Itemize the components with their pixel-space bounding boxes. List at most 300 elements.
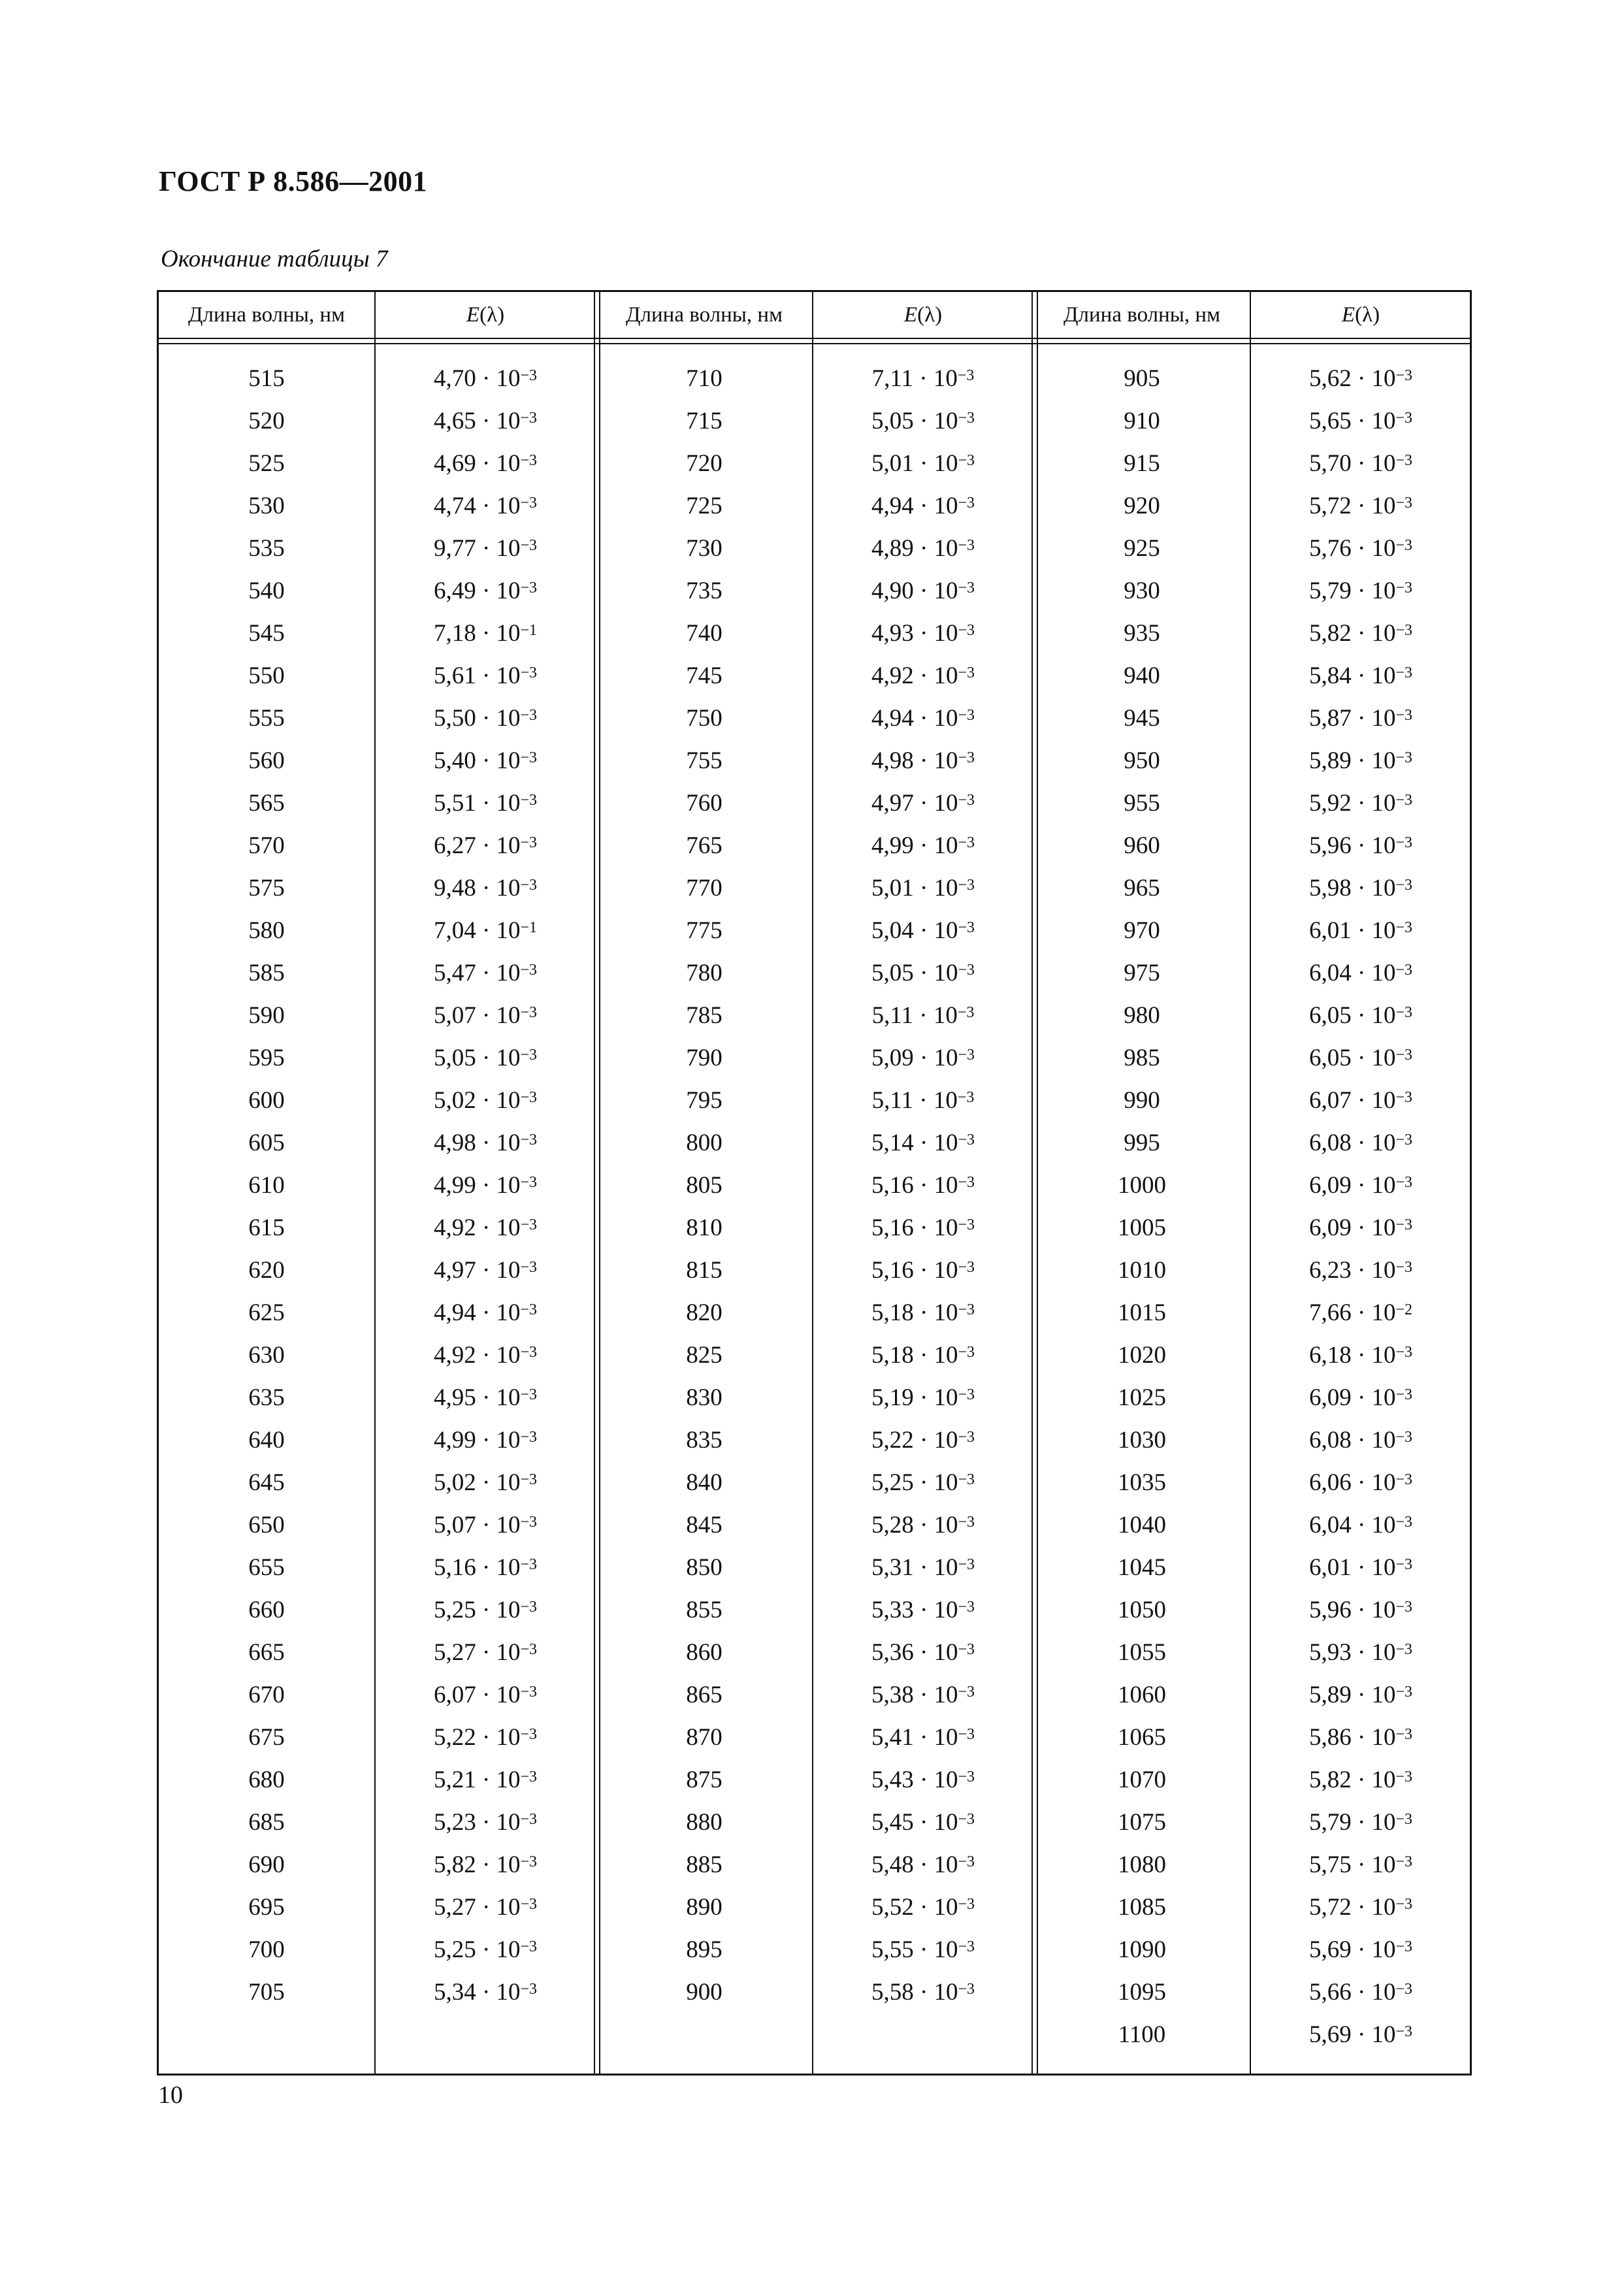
header-separator <box>159 338 1470 344</box>
irradiance-cell <box>374 1461 596 1504</box>
irradiance-cell <box>1250 1079 1472 1122</box>
wavelength-cell: 675 <box>248 1724 285 1751</box>
wavelength-cell: 565 <box>248 790 285 817</box>
header-wavelength: Длина волны, нм <box>1064 302 1220 327</box>
irradiance-exponent: −3 <box>1395 1471 1413 1488</box>
irradiance-cell <box>812 442 1034 485</box>
irradiance-mantissa: 7,11 · 10 <box>871 365 958 392</box>
irradiance-cell <box>1250 2013 1472 2056</box>
irradiance-mantissa: 4,99 · 10 <box>433 1172 521 1199</box>
irradiance-cell <box>1250 1164 1472 1207</box>
irradiance-exponent: −3 <box>1395 1216 1413 1233</box>
irradiance-mantissa: 6,09 · 10 <box>1308 1214 1396 1241</box>
wavelength-cell: 1010 <box>1118 1257 1166 1284</box>
irradiance-mantissa: 5,82 · 10 <box>1308 620 1396 647</box>
irradiance-mantissa: 6,07 · 10 <box>433 1682 521 1708</box>
irradiance-mantissa: 6,18 · 10 <box>1308 1342 1396 1369</box>
page-number: 10 <box>158 2081 183 2109</box>
irradiance-mantissa: 5,34 · 10 <box>433 1979 521 2006</box>
irradiance-exponent: −3 <box>958 792 975 809</box>
header-wavelength: Длина волны, нм <box>626 302 783 327</box>
irradiance-exponent: −3 <box>958 1174 975 1191</box>
irradiance-exponent: −3 <box>520 1004 538 1021</box>
irradiance-exponent: −3 <box>520 1896 538 1913</box>
irradiance-cell <box>1250 1546 1472 1589</box>
irradiance-cell <box>374 1376 596 1419</box>
irradiance-exponent: −3 <box>520 1514 538 1531</box>
wavelength-cell: 965 <box>1124 875 1160 902</box>
irradiance-exponent: −3 <box>958 962 975 979</box>
irradiance-exponent: −3 <box>958 495 975 512</box>
wavelength-cell: 725 <box>686 493 723 519</box>
wavelength-cell: 640 <box>248 1427 285 1454</box>
irradiance-exponent: −3 <box>1395 1131 1413 1148</box>
irradiance-exponent: −3 <box>958 1344 975 1361</box>
wavelength-cell: 540 <box>248 578 285 604</box>
irradiance-exponent: −3 <box>958 1896 975 1913</box>
irradiance-cell <box>1250 697 1472 740</box>
irradiance-exponent: −3 <box>520 1301 538 1318</box>
wavelength-cell: 810 <box>686 1214 723 1241</box>
irradiance-mantissa: 9,48 · 10 <box>433 875 521 902</box>
wavelength-cell: 1100 <box>1118 2021 1166 2048</box>
irradiance-exponent: −3 <box>958 877 975 894</box>
irradiance-exponent: −3 <box>520 1811 538 1828</box>
irradiance-exponent: −3 <box>1395 579 1413 596</box>
wavelength-cell: 655 <box>248 1554 285 1581</box>
wavelength-cell: 765 <box>686 832 723 859</box>
header-irradiance-arg: (λ) <box>479 302 505 327</box>
irradiance-cell <box>1250 952 1472 994</box>
irradiance-mantissa: 5,07 · 10 <box>433 1512 521 1538</box>
irradiance-cell <box>374 782 596 824</box>
wavelength-cell: 600 <box>248 1087 285 1114</box>
wavelength-cell: 1015 <box>1118 1299 1166 1326</box>
irradiance-cell <box>812 655 1034 697</box>
irradiance-cell <box>374 1546 596 1589</box>
wavelength-cell: 770 <box>686 875 723 902</box>
irradiance-cell <box>1250 612 1472 655</box>
irradiance-exponent: −3 <box>958 834 975 851</box>
wavelength-cell: 880 <box>686 1809 723 1836</box>
wavelength-cell: 685 <box>248 1809 285 1836</box>
irradiance-exponent: −3 <box>1395 495 1413 512</box>
irradiance-exponent: −3 <box>520 1726 538 1743</box>
wavelength-cell: 775 <box>686 917 723 944</box>
irradiance-exponent: −3 <box>958 1599 975 1616</box>
irradiance-mantissa: 6,04 · 10 <box>1308 1512 1396 1538</box>
irradiance-exponent: −3 <box>520 1429 538 1446</box>
irradiance-exponent: −3 <box>1395 664 1413 681</box>
wavelength-cell: 935 <box>1124 620 1160 647</box>
irradiance-exponent: −3 <box>958 1768 975 1785</box>
wavelength-cell: 895 <box>686 1936 723 1963</box>
irradiance-mantissa: 5,31 · 10 <box>871 1554 958 1581</box>
irradiance-mantissa: 4,94 · 10 <box>871 705 958 732</box>
irradiance-cell <box>374 1759 596 1801</box>
irradiance-mantissa: 5,18 · 10 <box>871 1342 958 1369</box>
irradiance-cell <box>1250 1631 1472 1674</box>
wavelength-cell: 850 <box>686 1554 723 1581</box>
irradiance-exponent: −3 <box>520 792 538 809</box>
irradiance-cell <box>1250 1249 1472 1292</box>
irradiance-exponent: −3 <box>957 1004 975 1021</box>
irradiance-cell <box>812 1249 1034 1292</box>
irradiance-exponent: −3 <box>520 1556 538 1573</box>
irradiance-mantissa: 4,98 · 10 <box>433 1130 521 1156</box>
irradiance-cell <box>1250 357 1472 400</box>
document-code: ГОСТ Р 8.586—2001 <box>159 165 428 197</box>
irradiance-cell <box>1250 1844 1472 1886</box>
irradiance-cell <box>1250 442 1472 485</box>
irradiance-exponent: −3 <box>1395 1089 1413 1106</box>
irradiance-mantissa: 5,82 · 10 <box>1308 1766 1396 1793</box>
irradiance-mantissa: 4,74 · 10 <box>433 493 521 519</box>
irradiance-cell <box>374 1674 596 1716</box>
wavelength-cell: 1005 <box>1118 1214 1166 1241</box>
header-irradiance <box>1250 292 1472 338</box>
irradiance-mantissa: 5,82 · 10 <box>433 1851 521 1878</box>
irradiance-exponent: −3 <box>1395 1981 1413 1998</box>
irradiance-exponent: −3 <box>520 1938 538 1955</box>
irradiance-exponent: −3 <box>958 452 975 469</box>
irradiance-cell <box>812 1716 1034 1759</box>
irradiance-exponent: −3 <box>520 962 538 979</box>
irradiance-cell <box>374 1207 596 1249</box>
wavelength-cell: 1025 <box>1118 1384 1166 1411</box>
irradiance-cell <box>812 994 1034 1037</box>
irradiance-mantissa: 9,77 · 10 <box>433 535 521 562</box>
irradiance-exponent: −3 <box>958 622 975 639</box>
wavelength-cell: 800 <box>686 1130 723 1156</box>
wavelength-cell: 905 <box>1124 365 1160 392</box>
wavelength-cell: 595 <box>248 1045 285 1071</box>
irradiance-exponent: −3 <box>1395 1938 1413 1955</box>
wavelength-cell: 550 <box>248 662 285 689</box>
irradiance-mantissa: 6,06 · 10 <box>1308 1469 1396 1496</box>
irradiance-exponent: −3 <box>520 877 538 894</box>
wavelength-cell: 680 <box>248 1766 285 1793</box>
irradiance-exponent: −3 <box>1395 1386 1413 1403</box>
irradiance-mantissa: 5,02 · 10 <box>433 1087 521 1114</box>
wavelength-cell: 1065 <box>1118 1724 1166 1751</box>
irradiance-cell <box>374 1716 596 1759</box>
irradiance-mantissa: 6,01 · 10 <box>1308 917 1396 944</box>
irradiance-exponent: −3 <box>958 1556 975 1573</box>
wavelength-cell: 695 <box>248 1894 285 1921</box>
irradiance-cell <box>374 527 596 570</box>
irradiance-cell <box>812 1546 1034 1589</box>
irradiance-mantissa: 5,72 · 10 <box>1308 493 1396 519</box>
irradiance-exponent: −3 <box>958 1726 975 1743</box>
irradiance-mantissa: 6,08 · 10 <box>1308 1130 1396 1156</box>
irradiance-cell <box>1250 1801 1472 1844</box>
irradiance-cell <box>374 867 596 909</box>
irradiance-mantissa: 5,93 · 10 <box>1308 1639 1396 1666</box>
irradiance-exponent: −3 <box>520 1174 538 1191</box>
wavelength-cell: 760 <box>686 790 723 817</box>
irradiance-mantissa: 5,36 · 10 <box>871 1639 958 1666</box>
irradiance-exponent: −3 <box>520 1259 538 1276</box>
wavelength-cell: 970 <box>1124 917 1160 944</box>
irradiance-mantissa: 4,95 · 10 <box>433 1384 521 1411</box>
irradiance-cell <box>812 1207 1034 1249</box>
wavelength-cell: 925 <box>1124 535 1160 562</box>
irradiance-exponent: −3 <box>520 749 538 766</box>
wavelength-cell: 620 <box>248 1257 285 1284</box>
irradiance-mantissa: 4,90 · 10 <box>871 578 958 604</box>
wavelength-cell: 740 <box>686 620 723 647</box>
irradiance-cell <box>812 1631 1034 1674</box>
irradiance-mantissa: 5,65 · 10 <box>1308 408 1396 434</box>
irradiance-mantissa: 5,07 · 10 <box>433 1002 521 1029</box>
irradiance-cell <box>812 400 1034 442</box>
irradiance-cell <box>374 1844 596 1886</box>
irradiance-cell <box>812 697 1034 740</box>
irradiance-mantissa: 5,41 · 10 <box>871 1724 958 1751</box>
irradiance-cell <box>812 1334 1034 1376</box>
irradiance-mantissa: 6,08 · 10 <box>1308 1427 1396 1454</box>
irradiance-cell <box>1250 1037 1472 1079</box>
irradiance-exponent: −3 <box>958 1981 975 1998</box>
irradiance-mantissa: 4,97 · 10 <box>433 1257 521 1284</box>
irradiance-cell <box>1250 1419 1472 1461</box>
irradiance-exponent: −3 <box>1395 1726 1413 1743</box>
irradiance-exponent: −3 <box>1395 1641 1413 1658</box>
irradiance-exponent: −3 <box>1395 622 1413 639</box>
irradiance-mantissa: 5,01 · 10 <box>871 875 958 902</box>
irradiance-mantissa: 5,40 · 10 <box>433 747 521 774</box>
irradiance-exponent: −3 <box>958 537 975 554</box>
irradiance-exponent: −3 <box>1395 537 1413 554</box>
irradiance-mantissa: 4,92 · 10 <box>433 1214 521 1241</box>
irradiance-mantissa: 4,99 · 10 <box>871 832 958 859</box>
irradiance-mantissa: 5,79 · 10 <box>1308 578 1396 604</box>
irradiance-cell <box>812 1886 1034 1929</box>
irradiance-exponent: −3 <box>520 495 538 512</box>
irradiance-exponent: −3 <box>958 749 975 766</box>
irradiance-cell <box>812 952 1034 994</box>
irradiance-cell <box>812 1929 1034 1971</box>
header-irradiance <box>812 292 1034 338</box>
irradiance-mantissa: 6,09 · 10 <box>1308 1172 1396 1199</box>
irradiance-cell <box>374 1249 596 1292</box>
irradiance-exponent: −3 <box>1395 1174 1413 1191</box>
irradiance-mantissa: 5,76 · 10 <box>1308 535 1396 562</box>
irradiance-cell <box>374 1801 596 1844</box>
irradiance-exponent: −3 <box>958 1811 975 1828</box>
irradiance-mantissa: 4,89 · 10 <box>871 535 958 562</box>
irradiance-mantissa: 5,16 · 10 <box>433 1554 521 1581</box>
wavelength-cell: 515 <box>248 365 285 392</box>
wavelength-cell: 860 <box>686 1639 723 1666</box>
irradiance-exponent: −3 <box>520 1684 538 1701</box>
wavelength-cell: 650 <box>248 1512 285 1538</box>
wavelength-cell: 845 <box>686 1512 723 1538</box>
irradiance-mantissa: 5,69 · 10 <box>1308 1936 1396 1963</box>
irradiance-exponent: −3 <box>520 1981 538 1998</box>
wavelength-cell: 955 <box>1124 790 1160 817</box>
wavelength-cell: 605 <box>248 1130 285 1156</box>
irradiance-mantissa: 5,47 · 10 <box>433 960 521 986</box>
irradiance-exponent: −3 <box>520 367 538 384</box>
wavelength-cell: 735 <box>686 578 723 604</box>
wavelength-cell: 930 <box>1124 578 1160 604</box>
irradiance-exponent: −3 <box>520 1131 538 1148</box>
irradiance-mantissa: 5,58 · 10 <box>871 1979 958 2006</box>
irradiance-mantissa: 5,86 · 10 <box>1308 1724 1396 1751</box>
irradiance-cell <box>812 357 1034 400</box>
irradiance-mantissa: 5,22 · 10 <box>871 1427 958 1454</box>
wavelength-cell: 715 <box>686 408 723 434</box>
irradiance-mantissa: 6,23 · 10 <box>1308 1257 1396 1284</box>
irradiance-exponent: −3 <box>520 707 538 724</box>
wavelength-cell: 950 <box>1124 747 1160 774</box>
irradiance-mantissa: 6,27 · 10 <box>433 832 521 859</box>
irradiance-cell <box>1250 1971 1472 2013</box>
irradiance-exponent: −3 <box>1395 410 1413 427</box>
wavelength-cell: 990 <box>1124 1087 1160 1114</box>
irradiance-mantissa: 5,84 · 10 <box>1308 662 1396 689</box>
wavelength-cell: 910 <box>1124 408 1160 434</box>
wavelength-cell: 835 <box>686 1427 723 1454</box>
wavelength-cell: 560 <box>248 747 285 774</box>
irradiance-mantissa: 4,92 · 10 <box>871 662 958 689</box>
irradiance-exponent: −3 <box>520 1768 538 1785</box>
irradiance-mantissa: 5,22 · 10 <box>433 1724 521 1751</box>
irradiance-exponent: −3 <box>1395 1344 1413 1361</box>
wavelength-cell: 975 <box>1124 960 1160 986</box>
wavelength-cell: 940 <box>1124 662 1160 689</box>
wavelength-cell: 1040 <box>1118 1512 1166 1538</box>
irradiance-mantissa: 6,05 · 10 <box>1308 1002 1396 1029</box>
irradiance-cell <box>374 1971 596 2013</box>
irradiance-cell <box>812 824 1034 867</box>
irradiance-exponent: −3 <box>958 1684 975 1701</box>
wavelength-cell: 820 <box>686 1299 723 1326</box>
irradiance-exponent: −3 <box>1395 919 1413 936</box>
irradiance-cell <box>812 782 1034 824</box>
irradiance-cell <box>1250 1674 1472 1716</box>
irradiance-exponent: −3 <box>958 664 975 681</box>
irradiance-cell <box>812 1844 1034 1886</box>
irradiance-mantissa: 5,05 · 10 <box>433 1045 521 1071</box>
irradiance-mantissa: 7,66 · 10 <box>1308 1299 1396 1326</box>
wavelength-cell: 705 <box>248 1979 285 2006</box>
irradiance-exponent: −3 <box>958 919 975 936</box>
irradiance-cell <box>1250 1716 1472 1759</box>
irradiance-cell <box>374 1292 596 1334</box>
wavelength-cell: 795 <box>686 1087 723 1114</box>
irradiance-exponent: −3 <box>958 1047 975 1064</box>
irradiance-exponent: −3 <box>958 1131 975 1148</box>
irradiance-cell <box>374 697 596 740</box>
irradiance-exponent: −3 <box>520 834 538 851</box>
irradiance-cell <box>812 740 1034 782</box>
irradiance-exponent: −3 <box>1395 1004 1413 1021</box>
header-wavelength: Длина волны, нм <box>188 302 345 327</box>
irradiance-mantissa: 5,33 · 10 <box>871 1597 958 1623</box>
irradiance-cell <box>812 1461 1034 1504</box>
irradiance-exponent: −3 <box>958 1853 975 1870</box>
irradiance-exponent: −3 <box>520 537 538 554</box>
irradiance-cell <box>812 909 1034 952</box>
irradiance-exponent: −3 <box>520 452 538 469</box>
wavelength-cell: 670 <box>248 1682 285 1708</box>
irradiance-mantissa: 4,93 · 10 <box>871 620 958 647</box>
irradiance-cell <box>812 570 1034 612</box>
irradiance-exponent: −3 <box>958 1641 975 1658</box>
irradiance-exponent: −3 <box>1395 1768 1413 1785</box>
wavelength-cell: 870 <box>686 1724 723 1751</box>
irradiance-cell <box>1250 527 1472 570</box>
irradiance-mantissa: 5,27 · 10 <box>433 1894 521 1921</box>
wavelength-cell: 985 <box>1124 1045 1160 1071</box>
wavelength-cell: 645 <box>248 1469 285 1496</box>
irradiance-mantissa: 5,61 · 10 <box>433 662 521 689</box>
irradiance-cell <box>1250 1929 1472 1971</box>
irradiance-cell <box>374 655 596 697</box>
wavelength-cell: 1050 <box>1118 1597 1166 1623</box>
irradiance-mantissa: 5,05 · 10 <box>871 408 958 434</box>
wavelength-cell: 530 <box>248 493 285 519</box>
irradiance-exponent: −3 <box>958 579 975 596</box>
wavelength-cell: 785 <box>686 1002 723 1029</box>
irradiance-mantissa: 4,92 · 10 <box>433 1342 521 1369</box>
wavelength-cell: 980 <box>1124 1002 1160 1029</box>
wavelength-cell: 1020 <box>1118 1342 1166 1369</box>
irradiance-exponent: −1 <box>520 622 538 639</box>
irradiance-exponent: −3 <box>1395 1599 1413 1616</box>
wavelength-cell: 855 <box>686 1597 723 1623</box>
irradiance-exponent: −3 <box>520 1386 538 1403</box>
irradiance-cell <box>812 485 1034 527</box>
irradiance-mantissa: 5,89 · 10 <box>1308 747 1396 774</box>
wavelength-cell: 1070 <box>1118 1766 1166 1793</box>
wavelength-cell: 780 <box>686 960 723 986</box>
irradiance-cell <box>374 740 596 782</box>
irradiance-mantissa: 6,04 · 10 <box>1308 960 1396 986</box>
irradiance-cell <box>1250 655 1472 697</box>
irradiance-cell <box>812 1079 1034 1122</box>
irradiance-mantissa: 4,97 · 10 <box>871 790 958 817</box>
irradiance-mantissa: 5,52 · 10 <box>871 1894 958 1921</box>
irradiance-exponent: −3 <box>1395 1556 1413 1573</box>
irradiance-exponent: −3 <box>520 1344 538 1361</box>
irradiance-exponent: −3 <box>958 1938 975 1955</box>
irradiance-cell <box>812 1674 1034 1716</box>
irradiance-mantissa: 5,27 · 10 <box>433 1639 521 1666</box>
irradiance-mantissa: 5,98 · 10 <box>1308 875 1396 902</box>
irradiance-mantissa: 5,38 · 10 <box>871 1682 958 1708</box>
irradiance-mantissa: 5,09 · 10 <box>871 1045 958 1071</box>
irradiance-exponent: −3 <box>1395 1514 1413 1531</box>
irradiance-mantissa: 4,99 · 10 <box>433 1427 521 1454</box>
irradiance-cell <box>374 994 596 1037</box>
header-irradiance-arg: (λ) <box>917 302 943 327</box>
irradiance-cell <box>812 1504 1034 1546</box>
wavelength-cell: 840 <box>686 1469 723 1496</box>
table-caption: Окончание таблицы 7 <box>161 246 388 272</box>
irradiance-cell <box>1250 1886 1472 1929</box>
irradiance-cell <box>374 400 596 442</box>
irradiance-exponent: −3 <box>520 664 538 681</box>
irradiance-cell <box>374 824 596 867</box>
irradiance-mantissa: 5,87 · 10 <box>1308 705 1396 732</box>
irradiance-cell <box>1250 782 1472 824</box>
irradiance-mantissa: 6,09 · 10 <box>1308 1384 1396 1411</box>
irradiance-mantissa: 6,49 · 10 <box>433 578 521 604</box>
